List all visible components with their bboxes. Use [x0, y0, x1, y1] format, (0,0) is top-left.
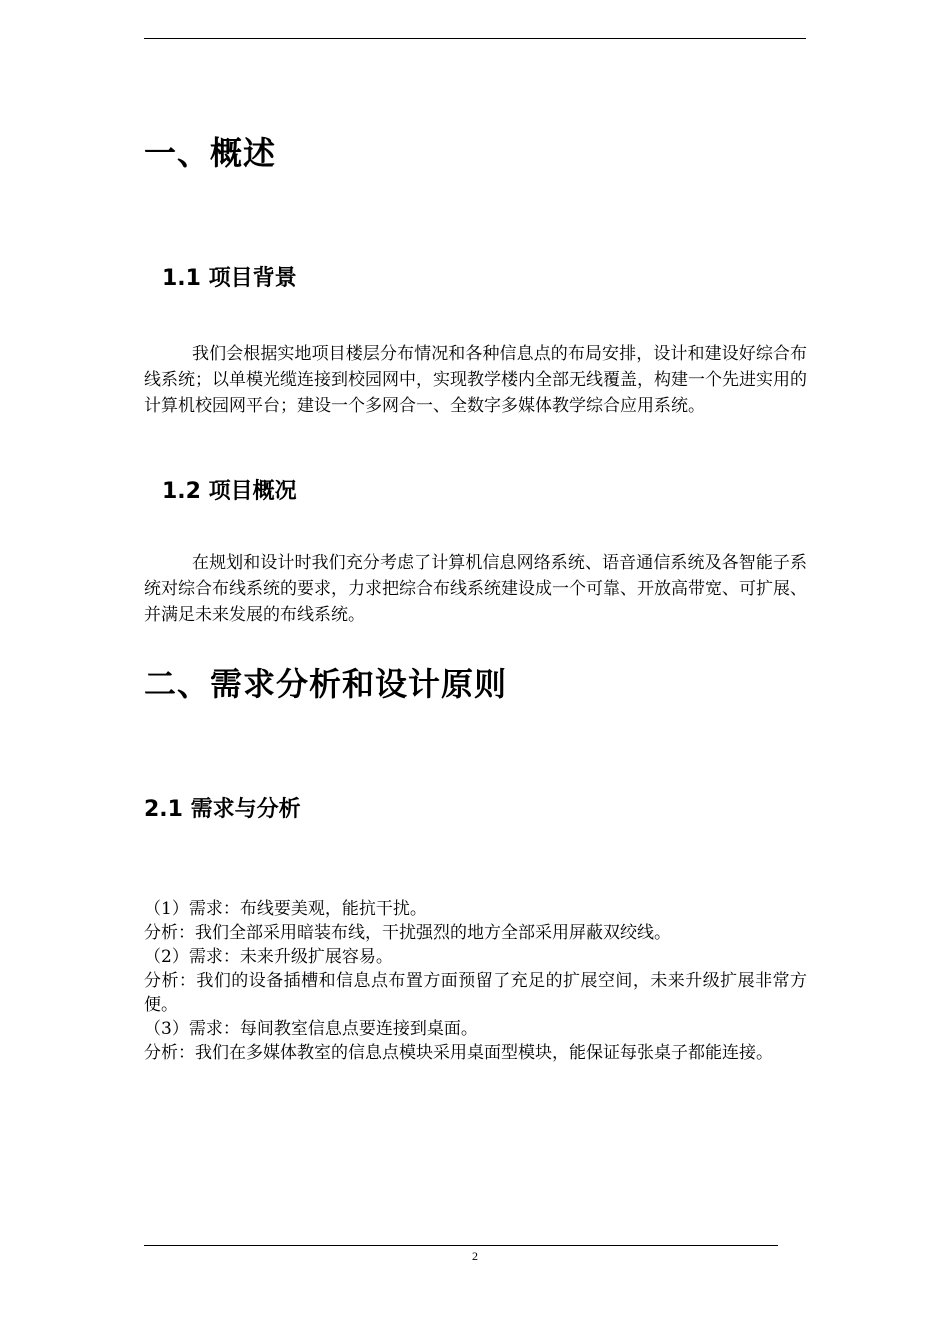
header-rule — [144, 38, 806, 39]
subsection-1-1-body: 我们会根据实地项目楼层分布情况和各种信息点的布局安排，设计和建设好综合布线系统；以单模光缆连接到校园网中，实现教学楼内全部无线覆盖，构建一个先进实用的计算机校园网平台；建设一个多网合一、全数字多媒体教学综合应用系统。 — [144, 344, 807, 416]
subsection-1-2-body: 在规划和设计时我们充分考虑了计算机信息网络系统、语音通信系统及各智能子系统对综合布线系统的要求，力求把综合布线系统建设成一个可靠、开放高带宽、可扩展、并满足未来发展的布线系统。 — [144, 553, 807, 625]
subsection-1-1-title: 1.1 项目背景 — [162, 266, 297, 291]
list-item: （1）需求：布线要美观，能抗干扰。 — [144, 899, 427, 919]
subsection-1-2-title: 1.2 项目概况 — [162, 479, 297, 504]
subsection-2-1-title: 2.1 需求与分析 — [144, 797, 301, 822]
list-item: 分析：我们全部采用暗装布线，干扰强烈的地方全部采用屏蔽双绞线。 — [144, 923, 671, 943]
section-1-title: 一、概述 — [144, 134, 277, 172]
footer-rule — [144, 1245, 778, 1246]
page-number: 2 — [472, 1249, 478, 1263]
list-item: 分析：我们的设备插槽和信息点布置方面预留了充足的扩展空间，未来升级扩展非常方便。 — [144, 971, 807, 1015]
section-2-title: 二、需求分析和设计原则 — [144, 665, 508, 703]
list-item: （3）需求：每间教室信息点要连接到桌面。 — [144, 1019, 478, 1039]
requirements-list — [144, 897, 807, 1065]
list-item: （2）需求：未来升级扩展容易。 — [144, 947, 393, 967]
list-item: 分析：我们在多媒体教室的信息点模块采用桌面型模块，能保证每张桌子都能连接。 — [144, 1043, 773, 1063]
